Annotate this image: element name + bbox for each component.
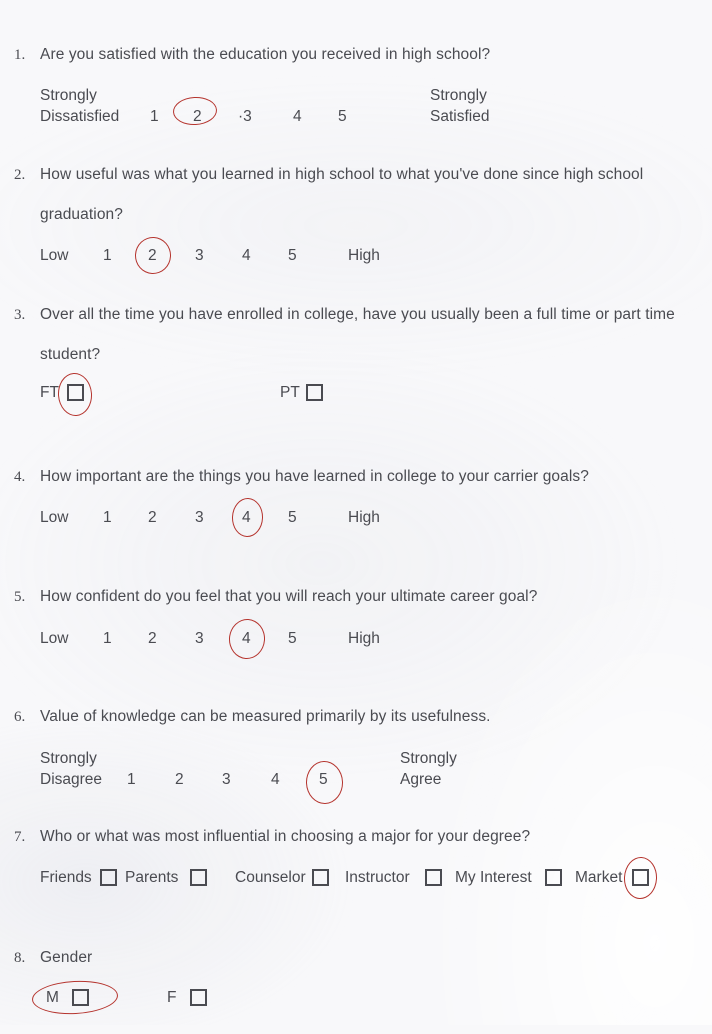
question-6-scale: [0, 749, 712, 795]
scale-option-5[interactable]: 5: [319, 771, 328, 788]
option-ft-label: FT: [40, 384, 59, 401]
option-male-label: M: [46, 989, 59, 1006]
scale-left-label: Low: [40, 630, 69, 647]
question-4: [14, 457, 712, 497]
option-instructor-label: Instructor: [345, 869, 410, 886]
scale-option-3[interactable]: 3: [195, 630, 204, 647]
question-8-number: 8.: [14, 950, 26, 966]
question-5-scale: [0, 629, 712, 675]
scale-option-1[interactable]: 1: [103, 509, 112, 526]
scale-right-label: High: [348, 247, 380, 264]
scale-option-4[interactable]: 4: [242, 247, 251, 264]
scale-option-1[interactable]: 1: [127, 771, 136, 788]
question-5-number: 5.: [14, 589, 26, 605]
scale-option-5[interactable]: 5: [288, 509, 297, 526]
scale-left-label-line2: Dissatisfied: [40, 108, 120, 125]
question-3: [14, 295, 712, 375]
question-4-text: How important are the things you have learned in college to your carrier goals?: [40, 468, 589, 485]
scale-option-2[interactable]: 2: [148, 509, 157, 526]
option-instructor-checkbox[interactable]: [425, 869, 442, 886]
option-my-interest-checkbox[interactable]: [545, 869, 562, 886]
scale-right-label-line2: Agree: [400, 771, 442, 788]
scale-option-2[interactable]: 2: [175, 771, 184, 788]
question-3-options: [0, 383, 712, 429]
option-male-checkbox[interactable]: [72, 989, 89, 1006]
scale-option-4[interactable]: 4: [293, 108, 302, 125]
scale-option-2[interactable]: 2: [193, 108, 202, 125]
option-market-checkbox[interactable]: [632, 869, 649, 886]
scale-option-5[interactable]: 5: [288, 630, 297, 647]
scale-left-label-line1: Strongly: [40, 750, 97, 767]
scale-left-label-line2: Disagree: [40, 771, 103, 788]
question-2-text: How useful was what you learned in high school to what you've done since high school graduation?: [40, 166, 644, 223]
scale-option-4[interactable]: 4: [271, 771, 280, 788]
question-6-number: 6.: [14, 709, 26, 725]
scale-option-3[interactable]: 3: [195, 247, 204, 264]
question-7-text: Who or what was most influential in choosing a major for your degree?: [40, 828, 531, 845]
scale-option-3[interactable]: ·3: [238, 108, 252, 125]
option-friends-checkbox[interactable]: [100, 869, 117, 886]
question-1-scale: [0, 86, 712, 132]
scale-option-3[interactable]: 3: [195, 509, 204, 526]
option-ft-checkbox[interactable]: [67, 384, 84, 401]
scale-option-3[interactable]: 3: [222, 771, 231, 788]
option-parents-label: Parents: [125, 869, 179, 886]
scale-option-4[interactable]: 4: [242, 630, 251, 647]
question-3-number: 3.: [14, 307, 26, 323]
scale-left-label: Low: [40, 247, 69, 264]
question-1-text: Are you satisfied with the education you received in high school?: [40, 46, 491, 63]
question-6: [14, 697, 712, 737]
question-5: [14, 577, 712, 617]
scale-right-label-line1: Strongly: [400, 750, 457, 767]
option-counselor-checkbox[interactable]: [312, 869, 329, 886]
question-2-scale: [0, 246, 712, 292]
question-7-options: [0, 868, 712, 914]
scale-option-1[interactable]: 1: [150, 108, 159, 125]
question-8: [14, 938, 712, 978]
scale-right-label: High: [348, 630, 380, 647]
option-my-interest-label: My Interest: [455, 869, 532, 886]
question-8-text: Gender: [40, 949, 93, 966]
question-1-number: 1.: [14, 47, 26, 63]
option-parents-checkbox[interactable]: [190, 869, 207, 886]
question-7: [14, 817, 712, 857]
question-8-options: [0, 988, 712, 1034]
scale-option-2[interactable]: 2: [148, 247, 157, 264]
option-counselor-label: Counselor: [235, 869, 306, 886]
option-female-checkbox[interactable]: [190, 989, 207, 1006]
scale-left-label: Low: [40, 509, 69, 526]
scale-option-5[interactable]: 5: [338, 108, 347, 125]
scale-right-label-line1: Strongly: [430, 87, 487, 104]
question-6-text: Value of knowledge can be measured primarily by its usefulness.: [40, 708, 491, 725]
scale-option-4[interactable]: 4: [242, 509, 251, 526]
option-pt-checkbox[interactable]: [306, 384, 323, 401]
scale-option-2[interactable]: 2: [148, 630, 157, 647]
scale-option-1[interactable]: 1: [103, 630, 112, 647]
option-pt-label: PT: [280, 384, 300, 401]
question-5-text: How confident do you feel that you will reach your ultimate career goal?: [40, 588, 538, 605]
scale-option-1[interactable]: 1: [103, 247, 112, 264]
question-4-number: 4.: [14, 469, 26, 485]
question-2-number: 2.: [14, 167, 26, 183]
question-7-number: 7.: [14, 829, 26, 845]
scale-right-label: High: [348, 509, 380, 526]
scale-left-label-line1: Strongly: [40, 87, 97, 104]
option-friends-label: Friends: [40, 869, 92, 886]
question-2: [14, 155, 712, 235]
scale-right-label-line2: Satisfied: [430, 108, 490, 125]
question-3-text: Over all the time you have enrolled in college, have you usually been a full time or part time student?: [40, 306, 675, 363]
option-female-label: F: [167, 989, 177, 1006]
option-market-label: Market: [575, 869, 623, 886]
question-1: [14, 35, 712, 75]
scale-option-5[interactable]: 5: [288, 247, 297, 264]
question-4-scale: [0, 508, 712, 554]
